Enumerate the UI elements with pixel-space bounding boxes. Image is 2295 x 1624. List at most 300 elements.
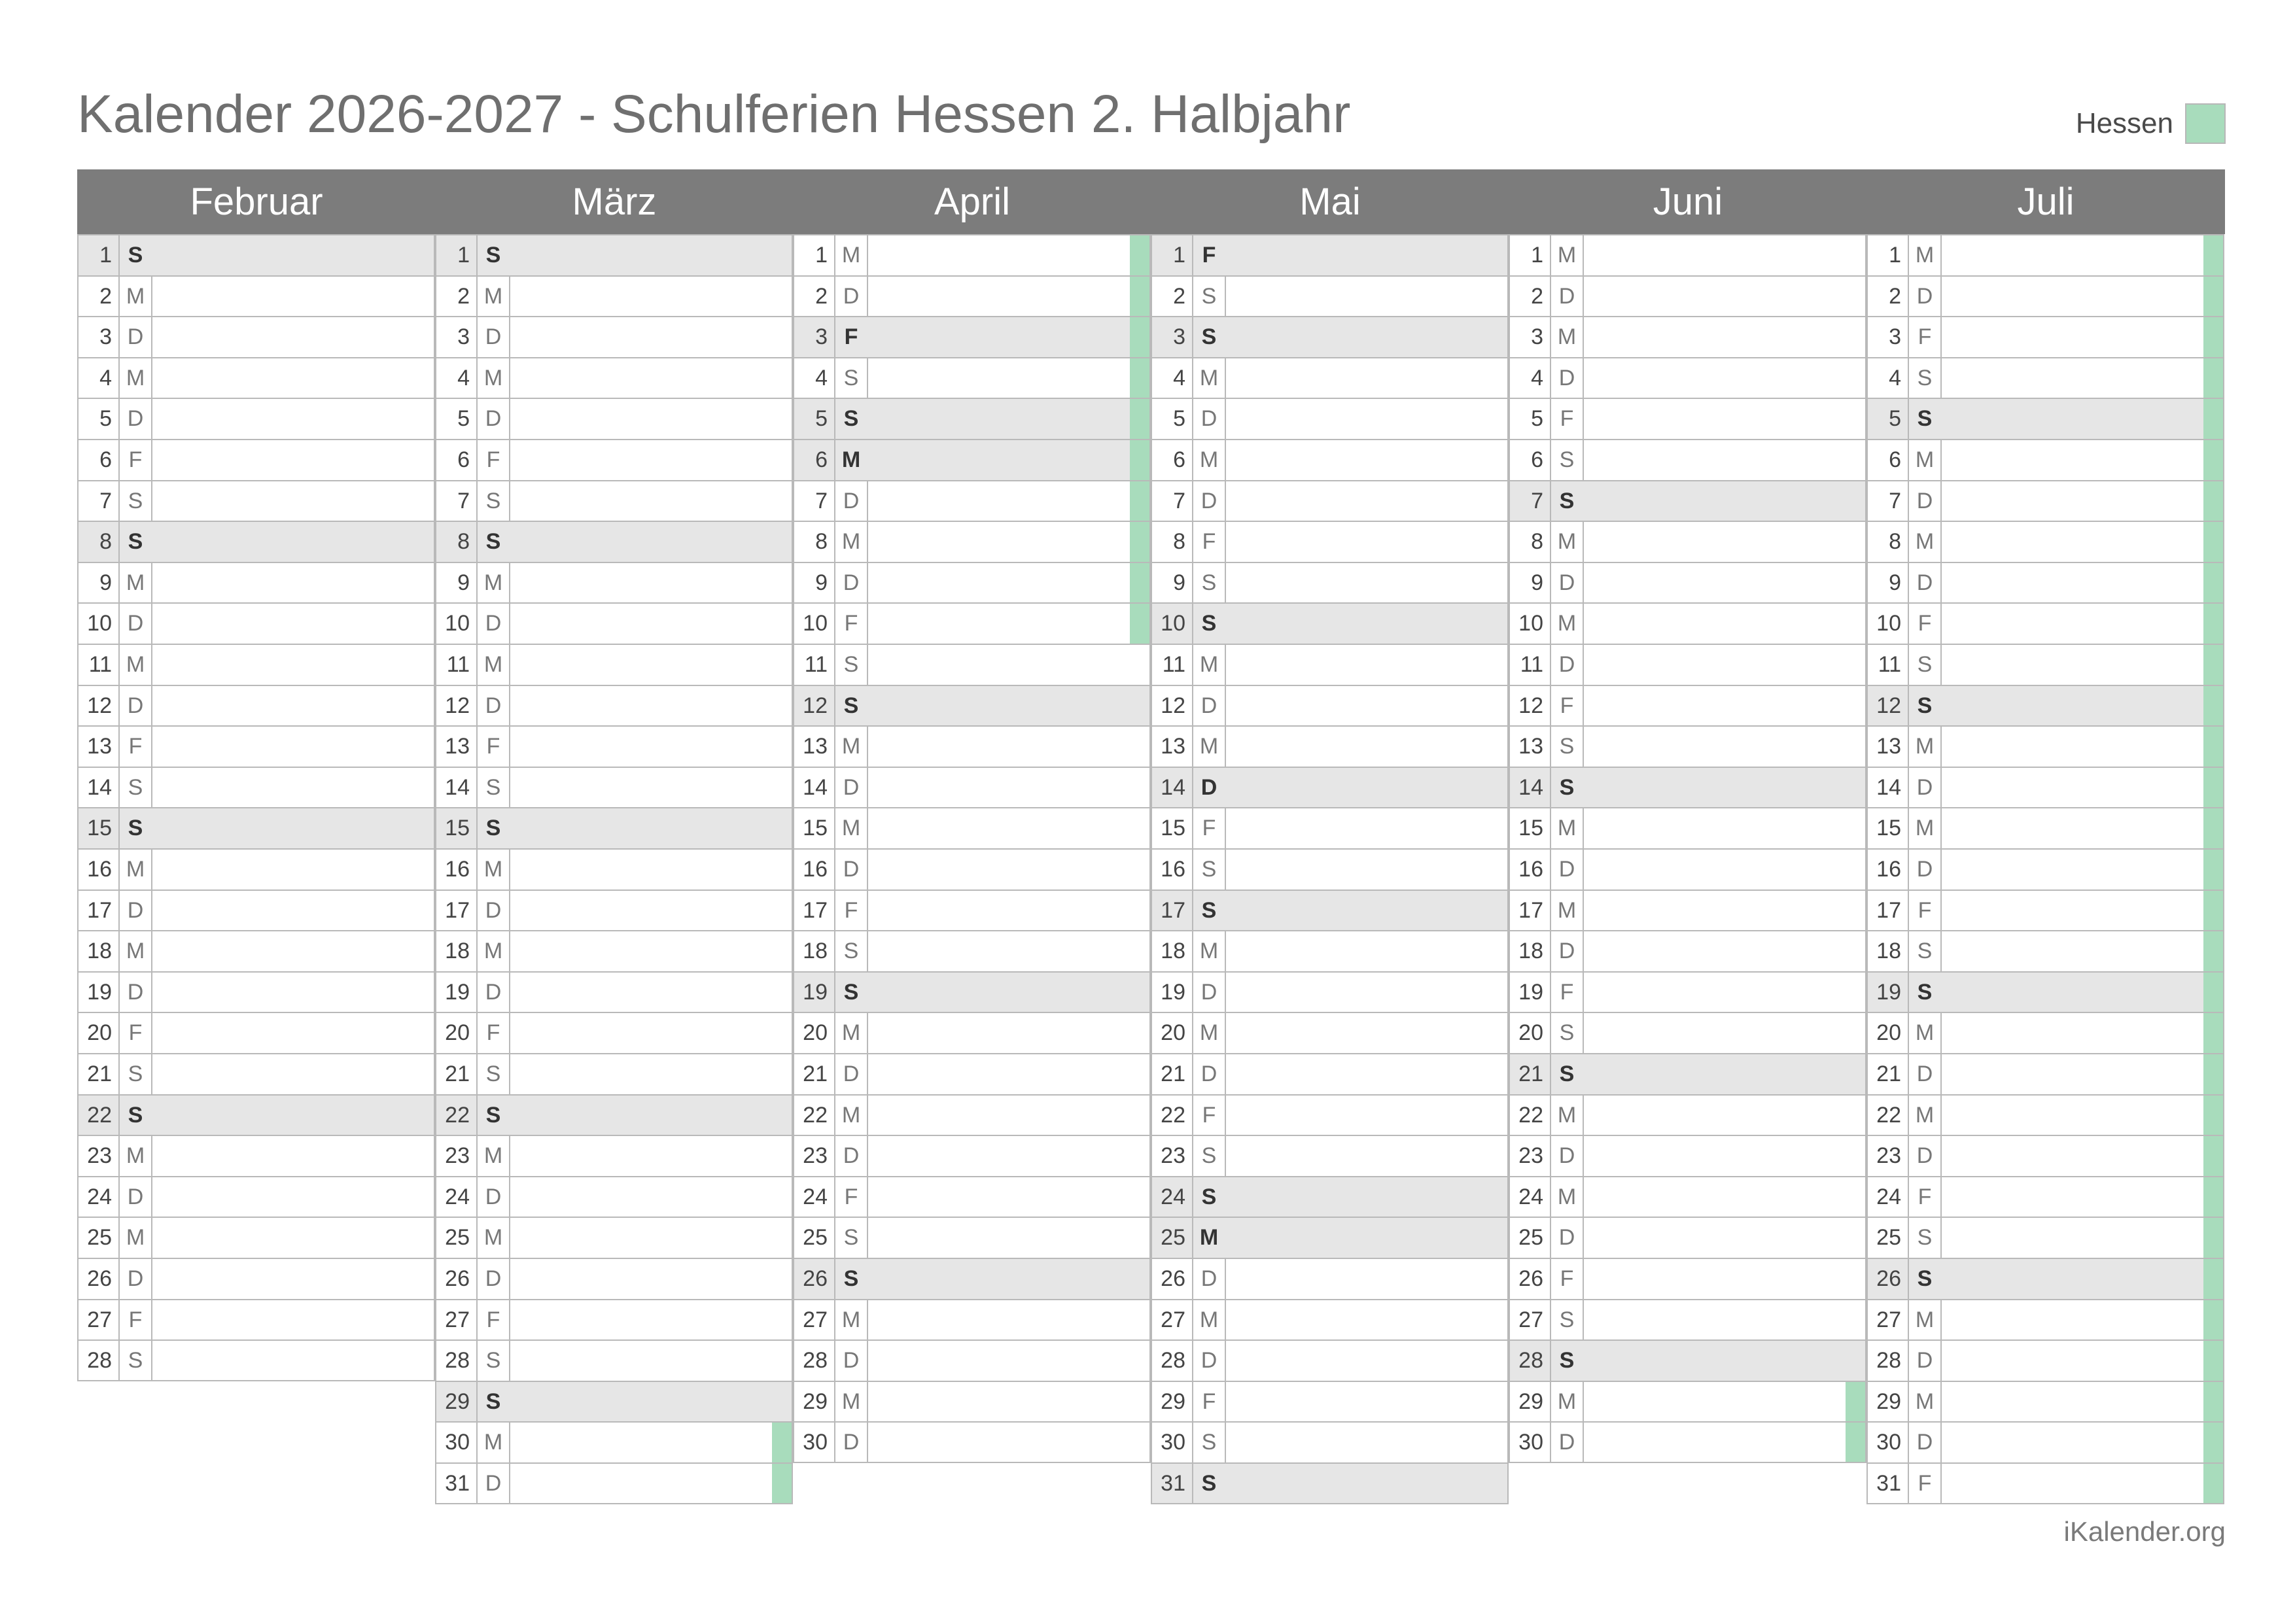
holiday-marker — [1130, 235, 1149, 275]
day-row — [1151, 1258, 1509, 1299]
weekday: S — [478, 522, 510, 562]
weekday: D — [478, 1177, 510, 1217]
weekday: M — [1909, 522, 1942, 562]
day-row — [1151, 1012, 1509, 1053]
weekday: F — [1551, 1259, 1584, 1299]
day-note — [1225, 563, 1507, 603]
weekday: F — [1909, 317, 1942, 357]
holiday-marker — [1130, 317, 1149, 357]
day-number: 6 — [1868, 440, 1909, 480]
weekday: M — [835, 1096, 868, 1135]
weekday: S — [835, 686, 868, 726]
day-note — [1225, 1054, 1507, 1094]
day-number: 6 — [436, 440, 478, 480]
day-row — [1509, 439, 1866, 480]
day-number: 26 — [1152, 1259, 1193, 1299]
weekday: F — [478, 1013, 510, 1053]
day-note — [867, 686, 1149, 726]
day-number: 12 — [794, 686, 835, 726]
day-number: 9 — [1510, 563, 1551, 603]
day-row — [1509, 890, 1866, 931]
day-row — [77, 1012, 435, 1053]
day-number: 17 — [1868, 891, 1909, 931]
day-number: 24 — [436, 1177, 478, 1217]
day-number: 5 — [1868, 399, 1909, 439]
weekday: M — [478, 1423, 510, 1462]
day-note — [1225, 1382, 1507, 1422]
day-note — [867, 850, 1149, 890]
weekday: M — [1193, 1218, 1226, 1258]
weekday: M — [1193, 727, 1226, 767]
day-note — [1225, 1300, 1507, 1340]
day-row — [1866, 1299, 2224, 1340]
day-number: 10 — [794, 604, 835, 644]
weekday: F — [1193, 235, 1226, 275]
day-row — [1866, 521, 2224, 562]
day-note — [509, 1096, 792, 1135]
day-row — [793, 1012, 1151, 1053]
day-number: 18 — [436, 931, 478, 971]
day-number: 19 — [1510, 973, 1551, 1012]
day-note — [867, 808, 1149, 848]
day-row — [1866, 1421, 2224, 1462]
day-row — [435, 1381, 793, 1422]
day-number: 27 — [1868, 1300, 1909, 1340]
day-note — [1225, 686, 1507, 726]
weekday: S — [835, 973, 868, 1012]
day-note — [1940, 1423, 2223, 1462]
day-note — [1225, 891, 1507, 931]
day-row — [793, 725, 1151, 767]
weekday: D — [120, 1177, 152, 1217]
day-number: 21 — [1152, 1054, 1193, 1094]
month-header: Februar — [77, 169, 436, 234]
day-number: 12 — [436, 686, 478, 726]
day-number: 24 — [1868, 1177, 1909, 1217]
holiday-marker — [1130, 399, 1149, 439]
day-number: 26 — [1868, 1259, 1909, 1299]
weekday: D — [478, 317, 510, 357]
day-note — [509, 727, 792, 767]
weekday: S — [478, 481, 510, 521]
day-row — [793, 562, 1151, 603]
day-row — [1509, 1135, 1866, 1176]
day-row — [1866, 685, 2224, 726]
day-note — [509, 931, 792, 971]
day-note — [1583, 235, 1865, 275]
day-note — [1940, 973, 2223, 1012]
holiday-marker — [2203, 686, 2223, 726]
day-row — [435, 1053, 793, 1094]
day-note — [151, 1096, 434, 1135]
day-number: 19 — [794, 973, 835, 1012]
day-note — [151, 235, 434, 275]
day-row — [1151, 848, 1509, 890]
weekday: M — [1193, 358, 1226, 398]
day-note — [151, 481, 434, 521]
day-number: 15 — [1152, 808, 1193, 848]
day-row — [1509, 1012, 1866, 1053]
day-note — [1225, 1096, 1507, 1135]
day-row — [793, 234, 1151, 275]
weekday: D — [478, 1259, 510, 1299]
weekday: M — [835, 1382, 868, 1422]
weekday: M — [1193, 931, 1226, 971]
day-number: 26 — [794, 1259, 835, 1299]
day-row — [1509, 971, 1866, 1012]
holiday-marker — [2203, 440, 2223, 480]
day-note — [1940, 768, 2223, 808]
weekday: S — [1193, 850, 1226, 890]
day-number: 24 — [794, 1177, 835, 1217]
day-number: 24 — [1152, 1177, 1193, 1217]
day-row — [793, 1094, 1151, 1135]
day-number: 1 — [436, 235, 478, 275]
weekday: M — [1551, 808, 1584, 848]
day-number: 10 — [436, 604, 478, 644]
weekday: D — [120, 399, 152, 439]
calendar-grid — [77, 169, 2226, 1512]
day-number: 6 — [794, 440, 835, 480]
weekday: S — [120, 808, 152, 848]
weekday: D — [478, 604, 510, 644]
day-note — [867, 1096, 1149, 1135]
day-note — [1583, 1259, 1865, 1299]
weekday: F — [1909, 604, 1942, 644]
day-note — [1583, 1423, 1865, 1462]
footer-brand[interactable]: iKalender.org — [2063, 1516, 2226, 1547]
weekday: S — [120, 768, 152, 808]
day-number: 24 — [79, 1177, 120, 1217]
holiday-marker — [1130, 604, 1149, 644]
weekday: F — [478, 727, 510, 767]
day-number: 17 — [79, 891, 120, 931]
day-row — [793, 1381, 1151, 1422]
day-number: 1 — [1510, 235, 1551, 275]
weekday: M — [835, 1300, 868, 1340]
day-number: 14 — [794, 768, 835, 808]
day-note — [151, 973, 434, 1012]
day-note — [151, 850, 434, 890]
weekday: S — [1193, 563, 1226, 603]
day-note — [151, 1136, 434, 1176]
day-note — [1940, 522, 2223, 562]
day-note — [867, 891, 1149, 931]
day-number: 29 — [436, 1382, 478, 1422]
day-row — [1151, 1217, 1509, 1258]
weekday: M — [1551, 1177, 1584, 1217]
weekday: M — [1909, 1300, 1942, 1340]
weekday: S — [1551, 768, 1584, 808]
weekday: S — [120, 235, 152, 275]
day-row — [77, 521, 435, 562]
day-note — [1940, 604, 2223, 644]
day-number: 2 — [1510, 277, 1551, 317]
day-note — [509, 1382, 792, 1422]
day-row — [1509, 1217, 1866, 1258]
day-number: 15 — [436, 808, 478, 848]
day-note — [867, 727, 1149, 767]
holiday-marker — [2203, 645, 2223, 685]
day-note — [509, 358, 792, 398]
holiday-marker — [1130, 277, 1149, 317]
weekday: M — [835, 1013, 868, 1053]
day-row — [77, 1339, 435, 1381]
weekday: F — [835, 891, 868, 931]
day-number: 9 — [79, 563, 120, 603]
day-row — [77, 890, 435, 931]
day-number: 14 — [1510, 768, 1551, 808]
day-number: 6 — [79, 440, 120, 480]
weekday: S — [835, 1259, 868, 1299]
day-note — [151, 1054, 434, 1094]
day-row — [435, 480, 793, 521]
day-row — [1151, 521, 1509, 562]
weekday: M — [835, 522, 868, 562]
day-note — [509, 850, 792, 890]
day-number: 9 — [794, 563, 835, 603]
day-number: 8 — [436, 522, 478, 562]
day-note — [509, 808, 792, 848]
day-number: 5 — [794, 399, 835, 439]
holiday-marker — [2203, 727, 2223, 767]
day-row — [435, 234, 793, 275]
day-row — [793, 275, 1151, 317]
day-note — [1225, 1013, 1507, 1053]
day-number: 15 — [794, 808, 835, 848]
day-number: 11 — [1868, 645, 1909, 685]
day-row — [1151, 685, 1509, 726]
weekday: D — [478, 686, 510, 726]
day-number: 23 — [1868, 1136, 1909, 1176]
weekday: S — [478, 1096, 510, 1135]
day-note — [1940, 277, 2223, 317]
day-number: 8 — [1152, 522, 1193, 562]
day-number: 12 — [79, 686, 120, 726]
day-note — [1940, 317, 2223, 357]
day-row — [435, 1012, 793, 1053]
day-number: 18 — [1152, 931, 1193, 971]
weekday: S — [1909, 1218, 1942, 1258]
day-row — [1151, 316, 1509, 357]
day-number: 15 — [1868, 808, 1909, 848]
day-note — [867, 440, 1149, 480]
day-note — [151, 604, 434, 644]
day-note — [1940, 1013, 2223, 1053]
day-row — [793, 1217, 1151, 1258]
day-number: 4 — [1868, 358, 1909, 398]
day-note — [1583, 931, 1865, 971]
weekday: S — [1193, 317, 1226, 357]
weekday: D — [120, 604, 152, 644]
day-row — [793, 439, 1151, 480]
holiday-marker — [2203, 1218, 2223, 1258]
day-row — [435, 1299, 793, 1340]
day-number: 23 — [794, 1136, 835, 1176]
day-number: 22 — [1868, 1096, 1909, 1135]
day-note — [1583, 277, 1865, 317]
day-row — [1151, 398, 1509, 439]
day-number: 4 — [794, 358, 835, 398]
day-note — [1583, 850, 1865, 890]
holiday-marker — [2203, 1013, 2223, 1053]
day-note — [151, 1300, 434, 1340]
weekday: S — [120, 481, 152, 521]
day-row — [435, 725, 793, 767]
weekday: M — [120, 850, 152, 890]
weekday: D — [120, 686, 152, 726]
holiday-marker — [1130, 358, 1149, 398]
day-number: 2 — [79, 277, 120, 317]
day-number: 21 — [1510, 1054, 1551, 1094]
day-row — [77, 848, 435, 890]
day-note — [509, 563, 792, 603]
day-row — [793, 357, 1151, 398]
day-note — [1583, 768, 1865, 808]
day-row — [1151, 234, 1509, 275]
day-number: 6 — [1510, 440, 1551, 480]
weekday: S — [478, 235, 510, 275]
day-row — [77, 685, 435, 726]
day-row — [1151, 1462, 1509, 1504]
day-number: 4 — [1510, 358, 1551, 398]
day-number: 28 — [1152, 1341, 1193, 1381]
month-header: April — [793, 169, 1151, 234]
day-number: 9 — [1152, 563, 1193, 603]
day-number: 22 — [1152, 1096, 1193, 1135]
day-row — [1151, 562, 1509, 603]
weekday: D — [1909, 563, 1942, 603]
day-row — [1151, 1176, 1509, 1217]
day-number: 23 — [436, 1136, 478, 1176]
day-number: 2 — [1152, 277, 1193, 317]
day-number: 14 — [1868, 768, 1909, 808]
day-note — [1940, 727, 2223, 767]
day-note — [509, 277, 792, 317]
legend-label: Hessen — [2075, 107, 2173, 139]
holiday-marker — [2203, 931, 2223, 971]
weekday: S — [835, 399, 868, 439]
weekday: D — [1193, 1341, 1226, 1381]
day-number: 12 — [1868, 686, 1909, 726]
day-note — [1583, 358, 1865, 398]
day-row — [793, 890, 1151, 931]
month-header: März — [435, 169, 794, 234]
weekday: F — [120, 727, 152, 767]
weekday: S — [1551, 1300, 1584, 1340]
day-note — [151, 358, 434, 398]
day-note — [509, 1423, 792, 1462]
day-note — [151, 808, 434, 848]
weekday: D — [120, 317, 152, 357]
holiday-marker — [2203, 1177, 2223, 1217]
day-row — [77, 807, 435, 848]
day-row — [1509, 480, 1866, 521]
weekday: M — [1909, 1096, 1942, 1135]
weekday: M — [835, 727, 868, 767]
day-row — [435, 767, 793, 808]
day-row — [435, 971, 793, 1012]
day-number: 3 — [794, 317, 835, 357]
day-number: 13 — [1868, 727, 1909, 767]
weekday: F — [1551, 686, 1584, 726]
month-header: Juni — [1509, 169, 1867, 234]
weekday: M — [120, 931, 152, 971]
day-note — [151, 317, 434, 357]
day-number: 1 — [1868, 235, 1909, 275]
holiday-marker — [1130, 522, 1149, 562]
day-number: 30 — [1152, 1423, 1193, 1462]
day-note — [509, 1300, 792, 1340]
day-number: 20 — [79, 1013, 120, 1053]
day-number: 7 — [79, 481, 120, 521]
day-row — [1151, 357, 1509, 398]
weekday: D — [1193, 481, 1226, 521]
day-note — [867, 235, 1149, 275]
day-number: 16 — [794, 850, 835, 890]
weekday: M — [1551, 604, 1584, 644]
day-number: 30 — [1510, 1423, 1551, 1462]
day-note — [1225, 768, 1507, 808]
day-note — [151, 563, 434, 603]
day-number: 30 — [794, 1423, 835, 1462]
day-note — [1225, 727, 1507, 767]
day-row — [435, 1176, 793, 1217]
day-note — [151, 891, 434, 931]
weekday: D — [478, 891, 510, 931]
holiday-marker — [772, 1464, 792, 1503]
day-note — [151, 645, 434, 685]
weekday: S — [835, 1218, 868, 1258]
weekday: S — [478, 1341, 510, 1381]
day-row — [77, 767, 435, 808]
day-number: 29 — [1868, 1382, 1909, 1422]
weekday: F — [835, 1177, 868, 1217]
day-number: 11 — [1152, 645, 1193, 685]
day-number: 27 — [1510, 1300, 1551, 1340]
day-row — [1509, 644, 1866, 685]
weekday: S — [1193, 1177, 1226, 1217]
holiday-marker — [2203, 1382, 2223, 1422]
day-note — [151, 440, 434, 480]
day-note — [151, 727, 434, 767]
weekday: M — [120, 1218, 152, 1258]
day-row — [1151, 767, 1509, 808]
day-row — [1866, 1381, 2224, 1422]
day-note — [1940, 1054, 2223, 1094]
day-row — [77, 357, 435, 398]
holiday-marker — [2203, 1423, 2223, 1462]
day-number: 31 — [1868, 1464, 1909, 1503]
day-note — [1583, 973, 1865, 1012]
weekday: M — [1909, 1013, 1942, 1053]
day-note — [1225, 973, 1507, 1012]
weekday: S — [120, 1096, 152, 1135]
weekday: M — [1193, 440, 1226, 480]
holiday-marker — [2203, 481, 2223, 521]
holiday-marker — [2203, 891, 2223, 931]
holiday-marker — [2203, 1136, 2223, 1176]
day-row — [77, 1258, 435, 1299]
day-number: 27 — [1152, 1300, 1193, 1340]
day-row — [1509, 1094, 1866, 1135]
day-row — [77, 644, 435, 685]
weekday: D — [835, 481, 868, 521]
day-number: 11 — [436, 645, 478, 685]
holiday-marker — [2203, 399, 2223, 439]
day-note — [1583, 1341, 1865, 1381]
day-number: 13 — [1152, 727, 1193, 767]
